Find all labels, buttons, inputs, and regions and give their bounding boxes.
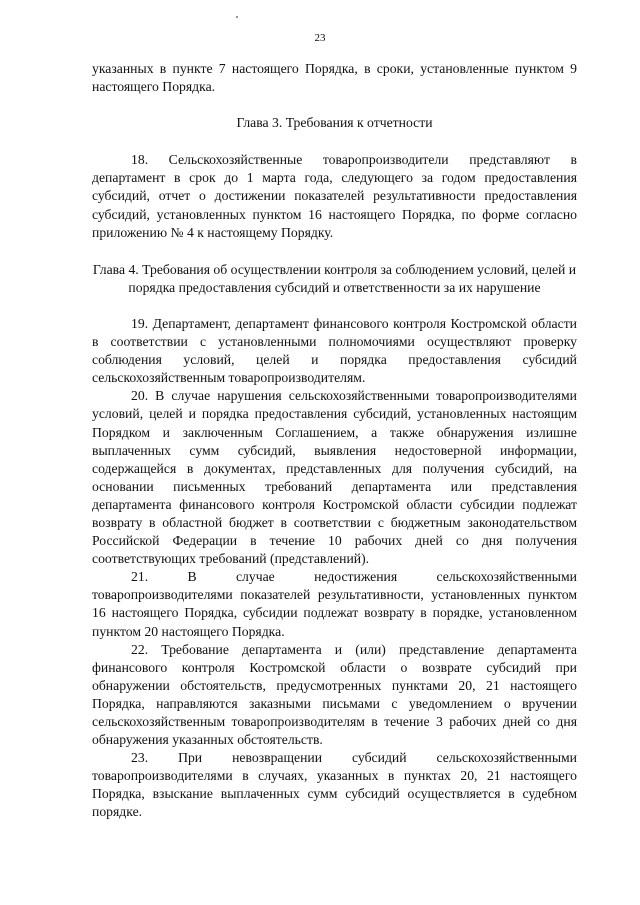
paragraph-20: 20. В случае нарушения сельскохозяйственными товаропроизводителями условий, целей и порядка предоставления субсидий, установленных настоящим Порядком и заключенным Соглашением, а также обнаружения излишне выплаченных сумм субсидий, выявления недостоверной информации, содержащейся в документах, представленных для получения субсидий, на основании письменных требований департамента или представления департамента финансового контроля Костромской области субсидии подлежат возврату в областной бюджет в соответствии с бюджетным законодательством Российской Федерации в течение 10 рабочих дней со дня получения соответствующих требований (представлений). <box>92 388 577 567</box>
page-number: 23 <box>314 32 326 44</box>
paragraph-18: 18. Сельскохозяйственные товаропроизводители представляют в департамент в срок до 1 марта года, следующего за годом предоставления субсидий, отчет о достижении показателей результативности предоставления субсидий, установленных пунктом 16 настоящего Порядка, по форме согласно приложению № 4 к настоящему Порядку. <box>92 152 577 240</box>
document-body <box>92 60 577 822</box>
paragraph-19: 19. Департамент, департамент финансового контроля Костромской области в соответствии с установленными полномочиями осуществляют проверку соблюдения условий, целей и порядка предоставления субсидий сельскохозяйственным товаропроизводителям. <box>92 315 577 386</box>
paragraph-23: 23. При невозвращении субсидий сельскохозяйственными товаропроизводителями в случаях, указанных в пунктах 20, 21 настоящего Порядка, взыскание выплаченных сумм субсидий осуществляется в судебном порядке. <box>92 750 577 820</box>
paragraph-21: 21. В случае недостижения сельскохозяйственными товаропроизводителями показателей результативности, установленных пунктом 16 настоящего Порядка, субсидии подлежат возврату в порядке, установленном пунктом 20 настоящего Порядка. <box>92 569 577 639</box>
paragraph-22: 22. Требование департамента и (или) представление департамента финансового контроля Костромской области о возврате субсидий при обнаружении обстоятельств, предусмотренных пунктами 20, 21 настоящего Порядка, направляются заказными письмами с уведомлением о вручении сельскохозяйственным товаропроизводителям в течение 3 рабочих дней со дня обнаружения указанных обстоятельств. <box>92 641 577 748</box>
paragraph-continuation: указанных в пункте 7 настоящего Порядка, в сроки, установленные пунктом 9 настоящего Порядка. <box>92 61 577 95</box>
chapter-3-heading: Глава 3. Требования к отчетности <box>236 115 433 131</box>
scan-speck <box>236 16 238 18</box>
chapter-4-heading: Глава 4. Требования об осуществлении контроля за соблюдением условий, целей и порядка предоставления субсидий и ответственности за их нарушение <box>92 261 577 295</box>
